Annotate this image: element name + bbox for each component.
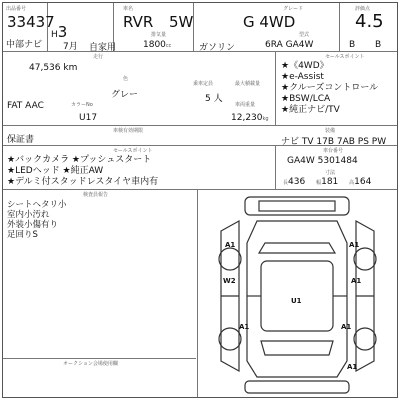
weight-label: 車両重量 (235, 102, 256, 108)
weight-unit: kg (262, 116, 269, 122)
rear-window (261, 341, 333, 355)
lot-label: 出品番号 (6, 6, 27, 12)
sales-point-title: セールスポイント (325, 54, 365, 60)
windshield (259, 243, 335, 253)
sales-point-bottom-1: ★バックカメラ ★プッシュスタート (7, 155, 152, 165)
divider (275, 51, 276, 125)
width-label: 幅 (316, 180, 322, 186)
fuel-type: ガソリン (199, 43, 236, 53)
load-label: 最大積載量 (235, 81, 261, 87)
year-era: H (51, 30, 58, 40)
grille-outline (259, 201, 335, 211)
divider (339, 3, 340, 51)
sales-point-4: ★BSW/LCA (281, 94, 331, 104)
marker-u1-roof: U1 (291, 297, 302, 305)
lot-number: 33437 (7, 13, 55, 31)
roof-outline (261, 261, 333, 331)
marker-a1-front-right: A1 (349, 241, 360, 249)
height-value: 164 (354, 177, 372, 187)
inspector-report-title: 検査員報告 (83, 192, 109, 198)
capacity-value: 5 (205, 94, 211, 104)
registration-label: 中部ナビ (6, 40, 43, 50)
marker-a1-front-left: A1 (225, 241, 236, 249)
inspector-note-1: シートヘタリ小 (7, 200, 67, 210)
inspection-label: 車検有効期限 (113, 128, 144, 134)
frame-number-label: 車台番号 (323, 148, 344, 154)
color-no-label: カラーNo (71, 102, 93, 108)
divider (3, 189, 397, 190)
capacity-unit: 人 (213, 94, 223, 104)
sales-point-1: ★《4WD》 (281, 61, 329, 71)
marker-w2-left: W2 (223, 277, 236, 285)
sales-point-5: ★純正ナビ/TV (281, 105, 340, 115)
month: 7 (63, 42, 69, 52)
right-front-wheel (354, 248, 376, 270)
marker-a1-rear-right: A1 (341, 323, 352, 331)
front-bumper-outline (245, 197, 349, 215)
right-rear-wheel (354, 328, 376, 350)
divider (197, 189, 198, 397)
inspector-note-2: 室内小汚れ (7, 210, 50, 220)
sales-point-2: ★e-Assist (281, 72, 324, 82)
dimensions-label: 寸法 (325, 170, 336, 176)
grade-label: グレード (283, 6, 304, 12)
car-name: RVR (123, 13, 154, 31)
mileage-label: 走行 (93, 54, 104, 60)
capacity-label: 乗車定員 (193, 81, 214, 87)
divider (3, 125, 397, 126)
color-label: 色 (123, 76, 129, 82)
mileage-unit: km (63, 63, 78, 73)
displacement-unit: cc (165, 43, 172, 49)
color-value: グレー (111, 90, 139, 100)
left-front-wheel (219, 248, 241, 270)
rear-bumper-outline (245, 381, 349, 393)
grade: G 4WD (243, 13, 296, 31)
equipment-label: 装備 (325, 128, 336, 134)
displacement: 1800 (143, 40, 166, 50)
month-unit: 月 (68, 42, 78, 52)
inspector-note-3: 外装小傷有り (7, 220, 59, 230)
score: 4.5 (355, 11, 384, 32)
history-note: 保証書 (7, 135, 35, 145)
weight-value: 12,230 (231, 113, 263, 123)
transmission: FAT AAC (7, 101, 44, 111)
car-name-label: 車名 (123, 6, 134, 12)
sales-point-bottom-3: ★デルミ付スタッドレスタイヤ車内有 (7, 177, 159, 187)
model-label: 型式 (299, 32, 310, 38)
doors: 5W (169, 13, 194, 31)
exterior-grade: B (375, 40, 382, 50)
year-number: 3 (57, 23, 68, 41)
mileage-value: 47,536 (29, 63, 61, 73)
marker-a1-right: A1 (351, 277, 362, 285)
marker-a1-bottom-right: A1 (347, 363, 358, 371)
frame-number: GA4W 5301484 (287, 156, 358, 166)
sales-point-bottom-2: ★LEDヘッド ★純正AW (7, 166, 104, 176)
color-code: U17 (79, 113, 98, 123)
use-type: 自家用 (89, 43, 117, 53)
marker-a1-rear-left: A1 (239, 323, 250, 331)
length-value: 436 (288, 177, 306, 187)
auction-sheet (2, 2, 398, 398)
interior-grade: B (349, 40, 356, 50)
length-label: 長 (283, 180, 289, 186)
sales-point-bottom-title: セールスポイント (113, 148, 153, 154)
left-rear-wheel (219, 328, 241, 350)
score-label: 評価点 (355, 6, 371, 12)
divider (3, 358, 196, 359)
equipment-list: ナビ TV 17B 7AB PS PW (281, 137, 387, 147)
car-diagram (199, 191, 396, 397)
auction-use-title: オークション会場使用欄 (63, 361, 118, 367)
displacement-label: 排気量 (151, 32, 167, 38)
divider (275, 145, 276, 189)
model-code: 6RA GA4W (265, 40, 314, 50)
width-value: 181 (321, 177, 339, 187)
height-label: 高 (349, 180, 355, 186)
inspector-note-4: 足回りS (7, 230, 38, 240)
sales-point-3: ★クルーズコントロール (281, 83, 379, 93)
